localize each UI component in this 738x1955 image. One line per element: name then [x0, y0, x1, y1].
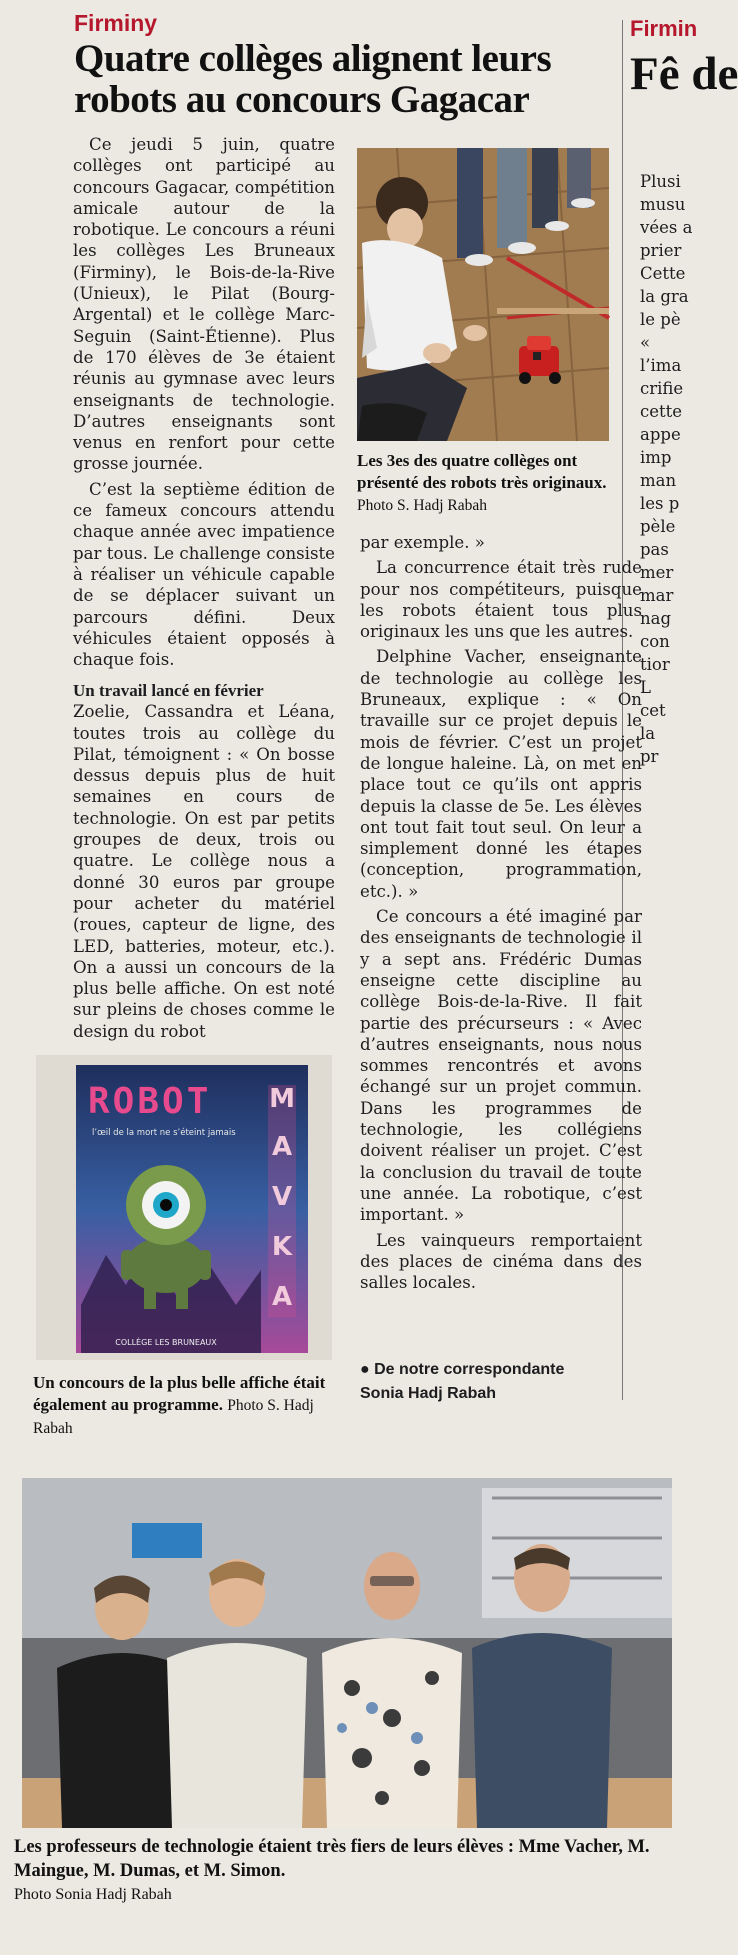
poster-caption	[33, 1372, 333, 1440]
group-caption	[14, 1835, 674, 1907]
right-fragment-line: Plusi	[640, 172, 681, 191]
poster-letter-2: A	[271, 1132, 293, 1162]
right-fragment-line: L	[640, 678, 651, 697]
right-fragment-line: pr	[640, 747, 659, 766]
right-fragment-line: crifie	[640, 379, 684, 398]
right-fragment-line: la	[640, 724, 656, 743]
paragraph-4: La concurrence était très rude pour nos compétiteurs, puisque les robots étaient tous plus originaux les uns que les autres.	[360, 558, 642, 642]
byline-name: Sonia Hadj Rabah	[360, 1385, 497, 1402]
right-fragment-line: les p	[640, 494, 680, 513]
paragraph-2: C’est la septième édition de ce fameux concours attendu chaque année avec impatience par tous. Le challenge consiste à réaliser un véhicule capable de se déplacer suivant un parcours défini. Deux véhicules étaient opposés à chaque fois.	[73, 479, 335, 670]
paragraph-5: Delphine Vacher, enseignante de technologie au collège les Bruneaux, explique : « On travaille sur ce projet depuis le mois de février. C’est un projet de longue haleine. Là, on met en place tout ce qu’ils ont appris depuis la classe de 5e. Les élèves ont tout fait tout seul. On leur a simplement donné les étapes (conception, programmation, etc.). »	[360, 647, 642, 901]
robots-photo-image	[357, 148, 609, 441]
group-photo	[22, 1478, 672, 1828]
robots-photo	[357, 148, 609, 441]
right-fragment-line: mar	[640, 586, 674, 605]
poster-caption-credit: Photo S. Hadj Rabah	[33, 1397, 314, 1437]
right-fragment-line: man	[640, 471, 677, 490]
right-fragment-line: Cette	[640, 264, 686, 283]
section-label: Firminy	[74, 10, 158, 36]
right-fragment-line: «	[640, 333, 651, 352]
right-fragment-line: tior	[640, 655, 670, 674]
robots-caption-text: Les 3es des quatre collèges ont présenté des robots très originaux.	[357, 451, 607, 492]
poster-photo-image	[36, 1055, 332, 1360]
group-photo-image	[22, 1478, 672, 1828]
byline-label: ● De notre correspondante	[360, 1361, 565, 1378]
poster-letter-5: A	[271, 1282, 293, 1312]
article-headline: Quatre collèges alignent leurs robots au concours Gagacar	[74, 37, 552, 121]
right-fragment-line: pas	[640, 540, 669, 559]
robots-caption-credit: Photo S. Hadj Rabah	[357, 497, 488, 514]
paragraph-3-end: par exemple. »	[360, 533, 485, 552]
right-fragment-line: prier	[640, 241, 682, 260]
poster-letter-4: K	[271, 1232, 293, 1262]
right-fragment-line: la gra	[640, 287, 689, 306]
right-fragment-line: musu	[640, 195, 686, 214]
robots-caption	[357, 450, 617, 517]
right-fragment-line: l’ima	[640, 356, 682, 375]
right-article-headline: Fê de	[630, 48, 738, 100]
paragraph-7: Les vainqueurs remportaient des places de cinéma dans des salles locales.	[360, 1230, 642, 1293]
right-section-label: Firmin	[630, 16, 698, 41]
right-article-fragment	[640, 170, 700, 768]
poster-photo	[36, 1055, 332, 1360]
article-column-middle	[360, 532, 642, 1293]
intro-paragraph: Ce jeudi 5 juin, quatre collèges ont participé au concours Gagacar, compétition amicale autour de la robotique. Le concours a réuni les collèges Les Bruneaux (Firminy), le Bois-de-la-Rive (Unieux), le Pilat (Bourg-Argental) et le collège Marc-Seguin (Saint-Étienne). Plus de 170 élèves de 3e étaient réunis au gymnase avec leurs enseignants de technologie. D’autres enseignants sont venus en renfort pour cette grosse journée.	[73, 135, 335, 474]
group-caption-text: Les professeurs de technologie étaient très fiers de leurs élèves : Mme Vacher, M. Maingue, M. Dumas, et M. Simon.	[14, 1837, 650, 1881]
right-fragment-line: nag	[640, 609, 672, 628]
article-column-left	[73, 134, 335, 670]
right-fragment-line: mer	[640, 563, 674, 582]
poster-caption-text: Un concours de la plus belle affiche était également au programme.	[33, 1373, 326, 1414]
paragraph-6: Ce concours a été imaginé par des enseignants de technologie il y a sept ans. Frédéric Dumas enseigne cette discipline au collège Bois-de-la-Rive. Il fait partie des précurseurs : « Avec d’autres enseignants, nous nous sommes rencontrés et avons échangé sur un projet commun. Dans les programmes de technologie, les collégiens doivent réaliser un projet. C’est la conclusion du travail de toute une année. La robotique, c’est important. »	[360, 907, 642, 1225]
poster-footer: COLLÈGE LES BRUNEAUX	[115, 1338, 217, 1347]
right-fragment-line: vées a	[640, 218, 693, 237]
right-fragment-line: imp	[640, 448, 672, 467]
poster-title: ROBOT	[88, 1081, 212, 1122]
right-fragment-line: cette	[640, 402, 683, 421]
right-fragment-line: pèle	[640, 517, 676, 536]
right-fragment-line: le pè	[640, 310, 681, 329]
poster-letter-3: V	[271, 1182, 293, 1212]
poster-letter-1: M	[269, 1084, 295, 1114]
article-column-left-2	[73, 680, 335, 1042]
group-caption-credit: Photo Sonia Hadj Rabah	[14, 1886, 172, 1903]
right-fragment-line: appe	[640, 425, 681, 444]
poster-tagline: l’œil de la mort ne s’éteint jamais	[92, 1128, 236, 1138]
right-fragment-line: cet	[640, 701, 666, 720]
right-fragment-line: con	[640, 632, 670, 651]
paragraph-3: Zoelie, Cassandra et Léana, toutes trois au collège du Pilat, témoignent : « On bosse dessus depuis plus de huit semaines en cours de technologie. On est par petits groupes de deux, trois ou quatre. Le collège nous a donné 30 euros par groupe pour acheter du matériel (roues, capteur de ligne, des LED, batteries, moteur, etc.). On a aussi un concours de la plus belle affiche. On est noté sur pleins de choses comme le design du robot	[73, 702, 335, 1041]
byline	[360, 1358, 660, 1406]
subhead: Un travail lancé en février	[73, 681, 264, 700]
